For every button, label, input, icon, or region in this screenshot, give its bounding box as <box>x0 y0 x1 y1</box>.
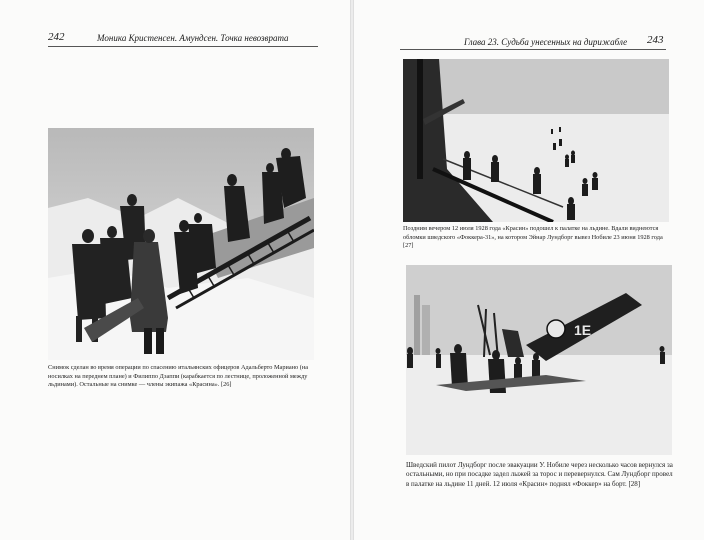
right-page <box>354 0 704 540</box>
page-number-left: 242 <box>48 31 65 43</box>
plane-marking-text: 1E <box>574 322 592 338</box>
overturned-plane-image <box>406 265 672 455</box>
ship-gangway-image <box>403 59 669 222</box>
overturned-plane-photo <box>406 265 672 455</box>
header-rule-left <box>48 46 318 47</box>
ship-gangway-photo <box>403 59 669 222</box>
running-head-left: Моника Кристенсен. Амундсен. Точка невозврата <box>97 33 289 43</box>
photo-caption-bottom: Шведский пилот Лундборг после эвакуации У. Нобиле через несколько часов вернулся за остальными, но при посадке задел лыжей за торос и перевернулся. Сам Лундборг провел в палатке на льдине 11 дней. 12 июля «Красин» поднял «Фоккер» на борт. [28] <box>406 461 673 488</box>
header-rule-right <box>400 49 666 50</box>
rescue-ladder-image <box>48 128 314 360</box>
running-head-right: Глава 23. Судьба унесенных на дирижабле <box>464 37 628 47</box>
page-number-right: 243 <box>647 34 664 46</box>
left-page <box>0 0 350 540</box>
photo-caption-top: Поздним вечером 12 июля 1928 года «Красин» подошел к палатке на льдине. Вдали виднеются обломки шведского «Фоккера-31», на котором Эйнар Лундборг вывез Нобиле 23 июня 1928 года [27] <box>403 225 663 250</box>
photo-caption-left: Снимок сделан во время операции по спасению итальянских офицеров Адальберто Мариано (на носилках на переднем плане) и Филиппо Дзаппи (карабкается по лестнице, проложенной между льдинами). Остальные на снимке — члены экипажа «Красина». [26] <box>48 364 309 389</box>
rescue-ladder-photo <box>48 128 314 360</box>
